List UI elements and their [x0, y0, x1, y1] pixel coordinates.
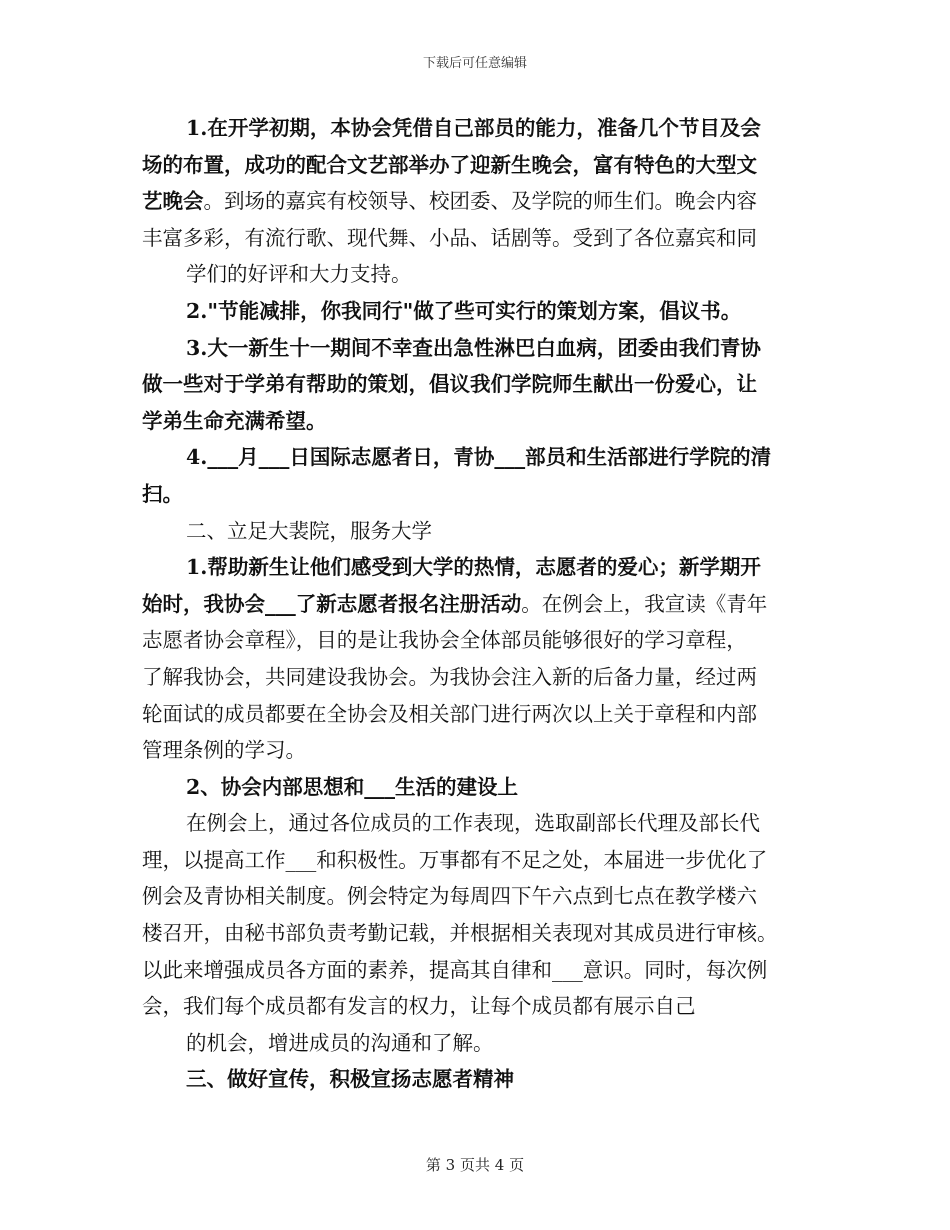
text-line: [142, 220, 822, 257]
text-segment: 扫。: [142, 481, 183, 506]
text-segment: 以此来增强成员各方面的素养，提高其自律和___意识。同时，每次例: [142, 957, 768, 982]
text-segment: 学们的好评和大力支持。: [186, 262, 412, 287]
text-segment: 4.___月___日国际志愿者日，青协___部员和生活部进行学院的清: [186, 445, 772, 470]
text-segment: 。到场的嘉宾有校领导、校团委、及学院的师生们。晚会内容: [203, 189, 757, 214]
text-line: [142, 476, 822, 513]
text-line: [142, 549, 822, 586]
text-line: [142, 256, 822, 293]
text-segment: 三、做好宣传，积极宣扬志愿者精神: [186, 1067, 514, 1092]
text-line: [142, 147, 822, 184]
text-segment: 做一些对于学弟有帮助的策划，倡议我们学院师生献出一份爱心，让: [142, 372, 757, 397]
text-segment: 的机会，增进成员的沟通和了解。: [186, 1030, 494, 1055]
text-line: [142, 805, 822, 842]
text-line: [142, 659, 822, 696]
text-segment: 在例会上，通过各位成员的工作表现，选取副部长代理及部长代: [186, 811, 760, 836]
text-line: [142, 403, 822, 440]
text-segment: 丰富多彩，有流行歌、现代舞、小品、话剧等。受到了各位嘉宾和同: [142, 225, 757, 250]
text-line: [142, 586, 822, 623]
text-segment: 轮面试的成员都要在全协会及相关部门进行两次以上关于章程和内部: [142, 701, 757, 726]
text-line: [142, 366, 822, 403]
text-line: [142, 842, 822, 879]
text-line: [142, 622, 822, 659]
text-segment: 2、协会内部思想和___生活的建设上: [186, 774, 519, 799]
text-segment: 艺晚会: [142, 189, 204, 214]
text-line: [142, 513, 822, 550]
text-segment: 例会及青协相关制度。例会特定为每周四下午六点到七点在教学楼六: [142, 884, 757, 909]
text-segment: 学弟生命充满希望。: [142, 408, 327, 433]
text-line: [142, 330, 822, 367]
text-segment: 。在例会上，我宣读《青年: [521, 591, 768, 616]
text-segment: 管理条例的学习。: [142, 738, 306, 763]
text-line: [142, 110, 822, 147]
page-number: 第 3 页共 4 页: [425, 1156, 525, 1174]
text-segment: 2."节能减排，你我同行"做了些可实行的策划方案，倡议书。: [186, 298, 742, 323]
text-segment: 1.在开学初期，本协会凭借自己部员的能力，准备几个节目及会: [186, 116, 761, 140]
text-segment: 志愿者协会章程》，目的是让我协会全体部员能够很好的学习章程，: [142, 628, 747, 653]
text-segment: 楼召开，由秘书部负责考勤记载，并根据相关表现对其成员进行审核。: [142, 921, 778, 946]
text-line: [142, 988, 822, 1025]
text-segment: 始时，我协会___了新志愿者报名注册活动: [142, 591, 522, 616]
text-line: [142, 732, 822, 769]
text-line: [142, 952, 822, 989]
text-line: [142, 1061, 822, 1098]
text-line: [142, 769, 822, 806]
text-line: [142, 696, 822, 733]
text-line: [142, 293, 822, 330]
text-segment: 二、立足大裴院，服务大学: [186, 518, 432, 543]
text-segment: 了解我协会，共同建设我协会。为我协会注入新的后备力量，经过两: [142, 664, 757, 689]
document-body: [142, 110, 822, 1098]
text-line: [142, 439, 822, 476]
text-segment: 1.帮助新生让他们感受到大学的热情，志愿者的爱心；新学期开: [186, 555, 761, 580]
text-segment: 3.大一新生十一期间不幸查出急性淋巴白血病，团委由我们青协: [186, 335, 761, 360]
text-line: [142, 1025, 822, 1062]
text-segment: 理，以提高工作___和积极性。万事都有不足之处，本届进一步优化了: [142, 847, 768, 872]
text-line: [142, 183, 822, 220]
text-line: [142, 915, 822, 952]
page-header: 下载后可任意编辑: [422, 56, 527, 71]
text-line: [142, 878, 822, 915]
text-segment: 会，我们每个成员都有发言的权力，让每个成员都有展示自己: [142, 994, 696, 1019]
text-segment: 场的布置，成功的配合文艺部举办了迎新生晚会，富有特色的大型文: [142, 152, 757, 177]
